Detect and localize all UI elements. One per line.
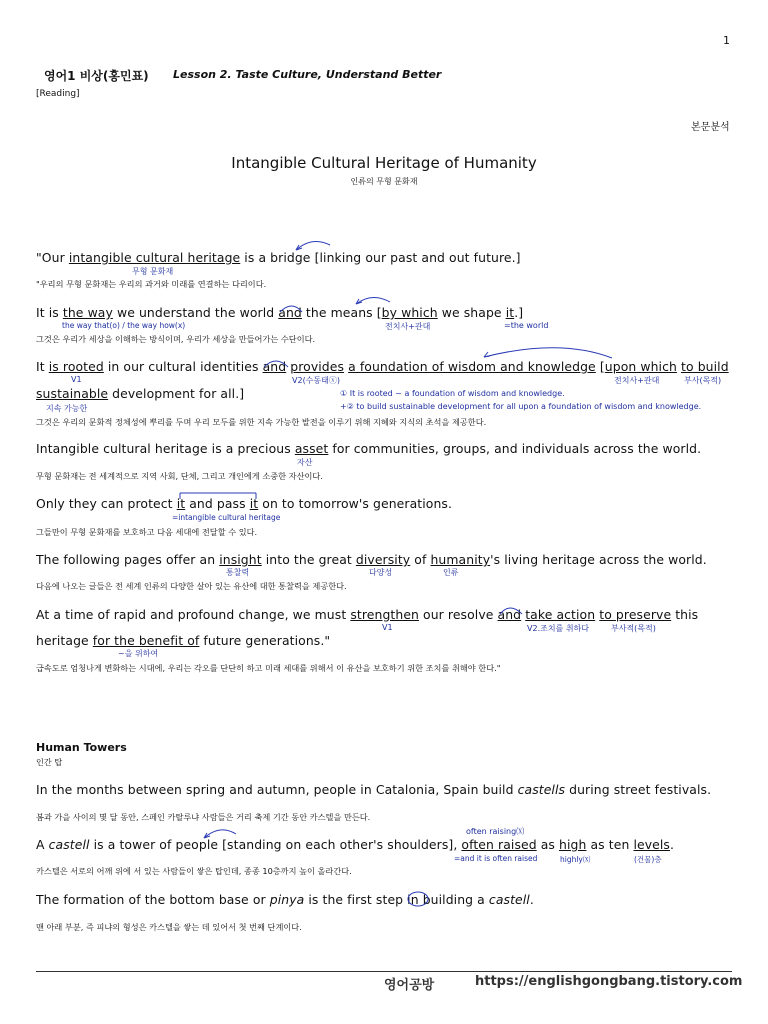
translation-3: 그것은 우리의 문화적 정체성에 뿌리를 두며 우리 모두를 위한 지속 가능한 발전을 이루기 위해 지혜와 지식의 초석을 제공한다. (36, 417, 487, 427)
footer-url[interactable]: https://englishgongbang.tistory.com (475, 974, 743, 989)
note: 부사(목적) (684, 376, 722, 385)
sentence-9: A castell is a tower of people [standing on each other's shoulders], often raised as high as ten levels. (36, 837, 675, 852)
note: V1 (71, 375, 82, 384)
note: highly⒳ (560, 855, 591, 864)
analysis-tag: 본문분석 (691, 122, 730, 133)
note: V2(수동태ⓧ) (292, 376, 340, 385)
note: (건물)층 (634, 855, 662, 864)
note: =the world (504, 321, 549, 330)
arrow-mark (296, 241, 330, 250)
arrow-mark (484, 352, 490, 357)
note: ~을 위하여 (118, 649, 159, 658)
note: 지속 가능한 (46, 404, 88, 413)
translation-4: 무형 문화재는 전 세계적으로 지역 사회, 단체, 그리고 개인에게 소중한 자산이다. (36, 471, 323, 481)
translation-1: "우리의 무형 문화재는 우리의 과거와 미래를 연결하는 다리이다. (36, 279, 267, 289)
note: 다양성 (369, 568, 393, 577)
translation-10: 맨 아래 부분, 즉 피냐의 형성은 카스텔을 쌓는 데 있어서 첫 번째 단계이다. (36, 922, 302, 932)
sentence-5: Only they can protect it and pass it on to tomorrow's generations. (36, 496, 452, 511)
sentence-6: The following pages offer an insight into the great diversity of humanity's living heritage across the world. (36, 552, 707, 567)
page-number: 1 (723, 34, 730, 47)
sentence-7: At a time of rapid and profound change, we must strengthen our resolve and take action to preserve this (36, 607, 699, 622)
arrow-mark (356, 299, 362, 304)
page-subtitle: 인류의 무형 문화재 (350, 177, 418, 186)
arrow-mark (356, 297, 390, 304)
sentence-8: In the months between spring and autumn, people in Catalonia, Spain build castells during street festivals. (36, 782, 712, 797)
sentence-3-line-2: sustainable development for all.] (36, 386, 245, 401)
lesson-title: Lesson 2. Taste Culture, Understand Better (173, 68, 442, 81)
note: =and it is often raised (454, 854, 538, 863)
note: V2.조치를 취하다 (527, 624, 590, 633)
note: 전치사+관대 (385, 322, 431, 331)
sentence-2: It is the way we understand the world and the means [by which we shape it.] (36, 305, 524, 320)
page-title: Intangible Cultural Heritage of Humanity (231, 154, 537, 172)
translation-9: 카스텔은 서로의 어깨 위에 서 있는 사람들이 쌓은 탑인데, 종종 10층까지 높이 올라간다. (36, 866, 352, 876)
note: =intangible cultural heritage (172, 513, 281, 522)
translation-2: 그것은 우리가 세상을 이해하는 방식이며, 우리가 세상을 만들어가는 수단이다. (36, 334, 316, 344)
translation-8: 봄과 가을 사이의 몇 달 동안, 스페인 카탈루냐 사람들은 거리 축제 기간 동안 카스텔을 만든다. (36, 812, 371, 822)
note: 부사적(목적) (611, 624, 656, 633)
sentence-3: It is rooted in our cultural identities and provides a foundation of wisdom and knowledge [upon which to build (36, 359, 729, 374)
translation-5: 그들만이 무형 문화재를 보호하고 다음 세대에 전달할 수 있다. (36, 527, 258, 537)
sentence-7-line-2: heritage for the benefit of future generations." (36, 633, 331, 648)
note: 전치사+관대 (614, 376, 660, 385)
section-title: Human Towers (36, 741, 127, 754)
note: ① It is rooted ~ a foundation of wisdom and knowledge. (340, 389, 565, 398)
translation-7: 급속도로 엄청나게 변화하는 시대에, 우리는 각오를 단단히 하고 미래 세대를 위해서 이 유산을 보호하기 위한 조치를 취해야 한다." (36, 663, 501, 673)
note: 자산 (297, 458, 313, 467)
course-title: 영어1 비상(홍민표) (44, 69, 149, 83)
translation-6: 다음에 나오는 글들은 전 세계 인류의 다양한 살아 있는 유산에 대한 통찰력을 제공한다. (36, 581, 347, 591)
note: often raising⒳ (466, 827, 525, 836)
arrow-mark (484, 348, 612, 358)
footer-brand: 영어공방 (384, 978, 435, 993)
note: +② to build sustainable development for all upon a foundation of wisdom and knowledge. (340, 402, 702, 411)
note: 인류 (443, 568, 459, 577)
sentence-1: "Our intangible cultural heritage is a bridge [linking our past and out future.] (36, 250, 521, 265)
footer-divider (36, 971, 732, 972)
sentence-4: Intangible cultural heritage is a precious asset for communities, groups, and individuals across the world. (36, 441, 702, 456)
section-subtitle: 인간 탑 (36, 757, 63, 767)
note: 무형 문화재 (132, 267, 174, 276)
reading-tag: [Reading] (36, 89, 80, 99)
sentence-10: The formation of the bottom base or pinya is the first step in building a castell. (36, 892, 534, 907)
note: 통찰력 (226, 568, 250, 577)
note: V1 (382, 623, 393, 632)
note: the way that(o) / the way how(x) (62, 321, 186, 330)
